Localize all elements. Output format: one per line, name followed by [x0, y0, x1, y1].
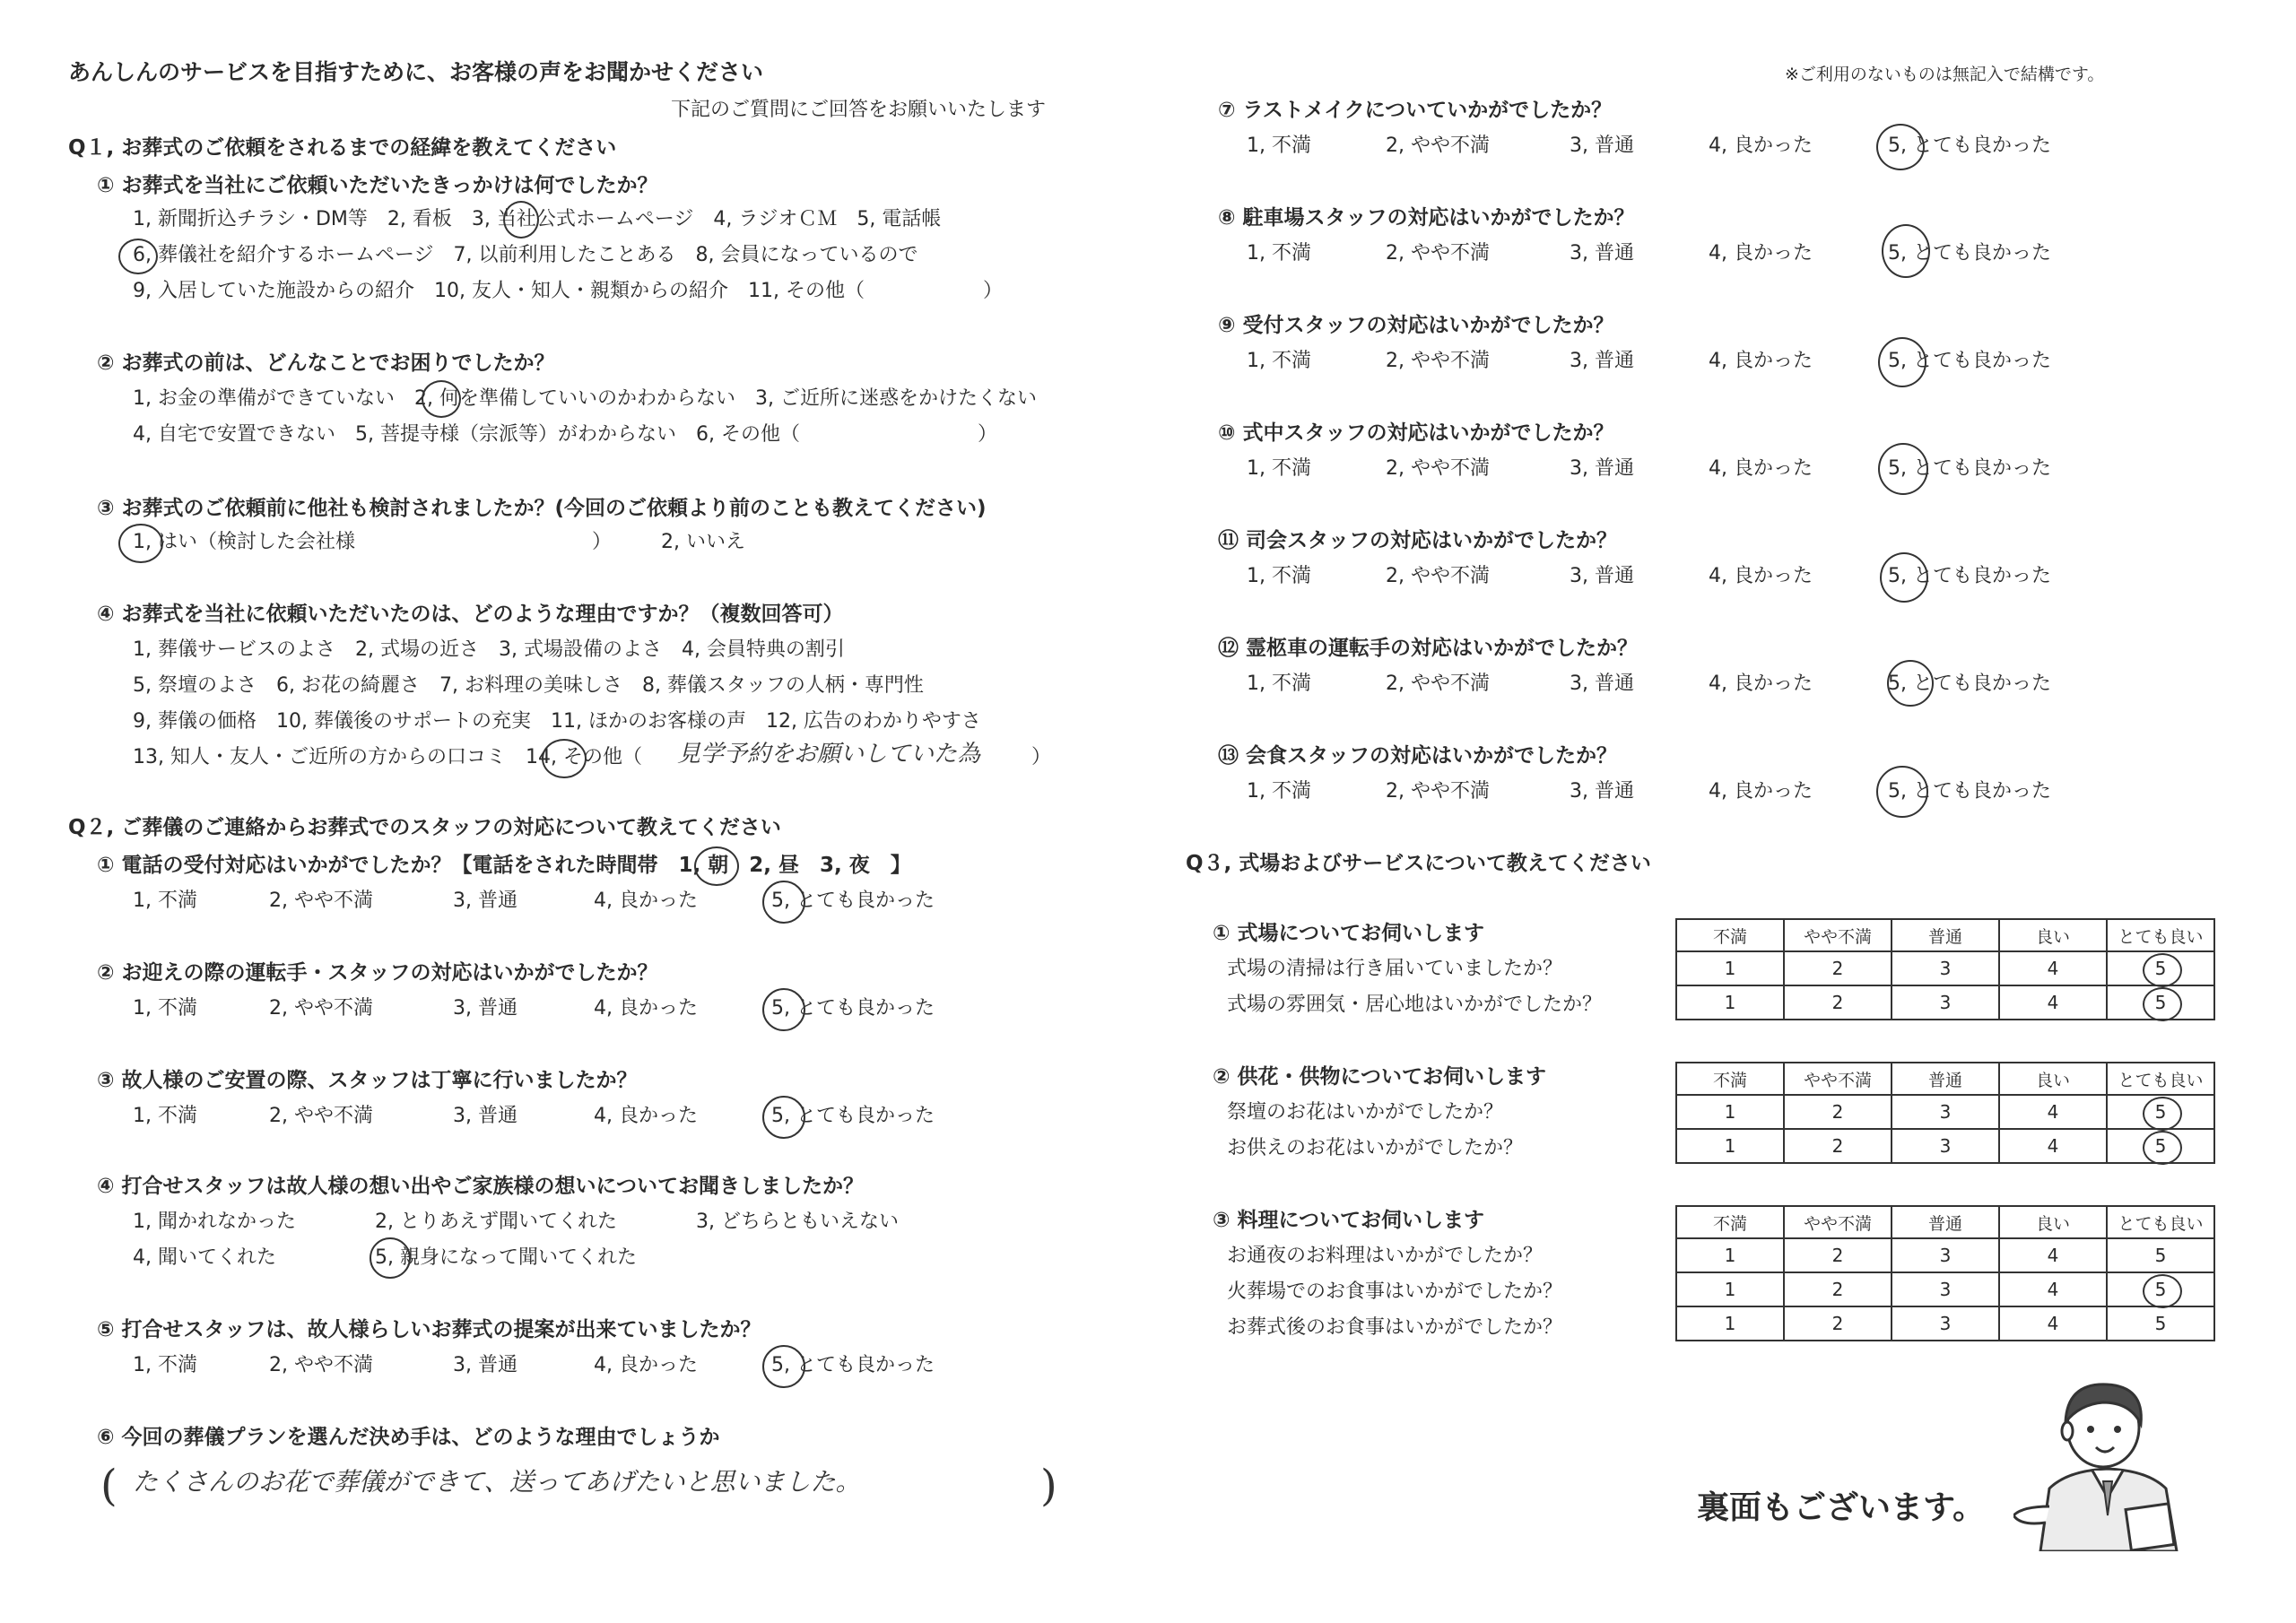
- q1-1-options-line3: 9, 入居していた施設からの紹介 10, 友人・知人・親類からの紹介 11, その他（ ）: [133, 280, 1003, 302]
- q2-9-opt5: 5, とても良かった: [1888, 350, 2051, 372]
- col-header: 不満: [1676, 1206, 1784, 1238]
- page-title: あんしんのサービスを目指すために、お客様の声をお聞かせください: [68, 59, 764, 85]
- q2-8-opt4: 4, 良かった: [1709, 242, 1813, 265]
- rating-cell[interactable]: 4: [1999, 1129, 2107, 1163]
- rating-cell[interactable]: 2: [1784, 1129, 1892, 1163]
- col-header: 良い: [1999, 919, 2107, 951]
- rating-cell[interactable]: 2: [1784, 1238, 1892, 1272]
- rating-cell[interactable]: 3: [1892, 1306, 1999, 1341]
- q2-9-opt1: 1, 不満: [1247, 350, 1311, 372]
- rating-cell[interactable]: 4: [1999, 1238, 2107, 1272]
- q3-3-item: お通夜のお料理はいかがでしたか？: [1227, 1245, 1544, 1267]
- rating-cell[interactable]: 3: [1892, 1238, 1999, 1272]
- rating-value: 5: [2154, 1135, 2167, 1157]
- q2-5-opt4: 4, 良かった: [594, 1354, 698, 1376]
- q2-13-title: ⑬ 会食スタッフの対応はいかがでしたか？: [1218, 744, 1618, 768]
- table-row: [1676, 985, 2214, 1020]
- rating-cell-selected[interactable]: [2107, 1272, 2214, 1306]
- rating-cell[interactable]: 5: [2107, 1238, 2214, 1272]
- rating-cell[interactable]: 4: [1999, 951, 2107, 985]
- q2-6-handwriting: たくさんのお花で葬儀ができて、送ってあげたいと思いました。: [133, 1467, 861, 1497]
- q2-3-opt2: 2, やや不満: [269, 1105, 373, 1127]
- rating-cell[interactable]: 1: [1676, 1095, 1784, 1129]
- q2-6-paren-open: (: [100, 1461, 117, 1511]
- rating-cell[interactable]: 3: [1892, 1272, 1999, 1306]
- q1-4-options-line3: 9, 葬儀の価格 10, 葬儀後のサポートの充実 11, ほかのお客様の声 12, 広告のわかりやすさ: [133, 710, 981, 733]
- q3-3-item: お葬式後のお食事はいかがでしたか？: [1227, 1316, 1563, 1339]
- rating-value: 5: [2154, 992, 2167, 1013]
- q1-title: Q１, お葬式のご依頼をされるまでの経緯を教えてください: [68, 136, 617, 160]
- rating-cell[interactable]: 3: [1892, 985, 1999, 1020]
- q3-1-item: 式場の雰囲気・居心地はいかがでしたか？: [1227, 994, 1603, 1016]
- q2-1-opt5: 5, とても良かった: [771, 890, 935, 912]
- q1-3-options-line1: 1, はい（検討した会社様 ） 2, いいえ: [133, 531, 745, 553]
- q2-4-options-line2: 4, 聞いてくれた 5, 親身になって聞いてくれた: [133, 1246, 637, 1269]
- table-row: [1676, 1272, 2214, 1306]
- q3-2-item: 祭壇のお花はいかがでしたか？: [1227, 1101, 1504, 1124]
- rating-cell[interactable]: 2: [1784, 985, 1892, 1020]
- q2-5-opt5: 5, とても良かった: [771, 1354, 935, 1376]
- q2-9-opt2: 2, やや不満: [1386, 350, 1490, 372]
- col-header: とても良い: [2107, 919, 2214, 951]
- q2-7-opt4: 4, 良かった: [1709, 135, 1813, 157]
- rating-value: 5: [2154, 1279, 2167, 1300]
- rating-cell[interactable]: 1: [1676, 1238, 1784, 1272]
- q1-4-title: ④ お葬式を当社に依頼いただいたのは、どのような理由ですか？（複数回答可）: [97, 603, 844, 626]
- answer-circle: [2143, 1097, 2182, 1131]
- q2-11-title: ⑪ 司会スタッフの対応はいかがでしたか？: [1218, 529, 1618, 552]
- q3-title: Q３, 式場およびサービスについて教えてください: [1186, 852, 1651, 875]
- q2-3-opt3: 3, 普通: [453, 1105, 517, 1127]
- rating-cell[interactable]: 2: [1784, 1272, 1892, 1306]
- q2-8-opt2: 2, やや不満: [1386, 242, 1490, 265]
- rating-cell[interactable]: 3: [1892, 951, 1999, 985]
- q2-10-opt5: 5, とても良かった: [1888, 457, 2051, 480]
- q2-13-opt2: 2, やや不満: [1386, 780, 1490, 803]
- rating-cell[interactable]: 1: [1676, 1272, 1784, 1306]
- q3-1-title: ① 式場についてお伺いします: [1213, 922, 1485, 945]
- col-header: やや不満: [1784, 919, 1892, 951]
- col-header: 良い: [1999, 1063, 2107, 1095]
- rating-cell[interactable]: 4: [1999, 1095, 2107, 1129]
- q2-11-opt2: 2, やや不満: [1386, 565, 1490, 587]
- q2-10-title: ⑩ 式中スタッフの対応はいかがでしたか？: [1218, 421, 1614, 445]
- q2-10-opt2: 2, やや不満: [1386, 457, 1490, 480]
- q2-3-title: ③ 故人様のご安置の際、スタッフは丁寧に行いましたか？: [97, 1069, 638, 1092]
- col-header: とても良い: [2107, 1063, 2214, 1095]
- col-header: 普通: [1892, 1063, 1999, 1095]
- q2-1-opt4: 4, 良かった: [594, 890, 698, 912]
- q2-4-title: ④ 打合せスタッフは故人様の想い出やご家族様の想いについてお聞きしましたか？: [97, 1175, 865, 1198]
- col-header: 良い: [1999, 1206, 2107, 1238]
- q2-13-opt1: 1, 不満: [1247, 780, 1311, 803]
- q2-12-opt1: 1, 不満: [1247, 673, 1311, 695]
- q2-8-opt3: 3, 普通: [1570, 242, 1634, 265]
- q2-12-opt5: 5, とても良かった: [1888, 673, 2051, 695]
- q2-3-opt4: 4, 良かった: [594, 1105, 698, 1127]
- q1-2-options-line1: 1, お金の準備ができていない 2, 何を準備していいのかわからない 3, ご近所に迷惑をかけたくない: [133, 387, 1037, 410]
- q2-6-paren-close: ): [1040, 1461, 1057, 1511]
- table-row: [1676, 951, 2214, 985]
- q2-7-opt5: 5, とても良かった: [1888, 135, 2051, 157]
- q2-2-opt4: 4, 良かった: [594, 997, 698, 1020]
- col-header: やや不満: [1784, 1206, 1892, 1238]
- answer-circle: [2143, 1131, 2182, 1165]
- rating-cell[interactable]: 3: [1892, 1129, 1999, 1163]
- q2-11-opt3: 3, 普通: [1570, 565, 1634, 587]
- q3-1-item: 式場の清掃は行き届いていましたか？: [1227, 958, 1563, 980]
- q2-1-title: ① 電話の受付対応はいかがでしたか？【電話をされた時間帯 1, 朝 2, 昼 3, 夜 】: [97, 854, 911, 877]
- q3-2-item: お供えのお花はいかがでしたか？: [1227, 1137, 1524, 1159]
- q1-4-options-line1: 1, 葬儀サービスのよさ 2, 式場の近さ 3, 式場設備のよさ 4, 会員特典の割引: [133, 638, 845, 661]
- q2-6-title: ⑥ 今回の葬儀プランを選んだ決め手は、どのような理由でしょうか: [97, 1426, 720, 1449]
- q2-13-opt4: 4, 良かった: [1709, 780, 1813, 803]
- q1-1-options-line2: 6, 葬儀社を紹介するホームページ 7, 以前利用したことある 8, 会員になっているので: [133, 244, 918, 266]
- col-header: 不満: [1676, 919, 1784, 951]
- q1-1-title: ① お葬式を当社にご依頼いただいたきっかけは何でしたか？: [97, 174, 658, 197]
- q2-8-title: ⑧ 駐車場スタッフの対応はいかがでしたか？: [1218, 206, 1635, 230]
- back-side-note: 裏面もございます。: [1697, 1489, 1986, 1526]
- q2-12-opt3: 3, 普通: [1570, 673, 1634, 695]
- q2-title: Q２, ご葬儀のご連絡からお葬式でのスタッフの対応について教えてください: [68, 816, 781, 839]
- rating-cell[interactable]: 1: [1676, 1306, 1784, 1341]
- q2-2-opt1: 1, 不満: [133, 997, 197, 1020]
- q2-5-opt3: 3, 普通: [453, 1354, 517, 1376]
- col-header: 不満: [1676, 1063, 1784, 1095]
- q2-2-opt2: 2, やや不満: [269, 997, 373, 1020]
- q2-4-options-line1: 1, 聞かれなかった 2, とりあえず聞いてくれた 3, どちらともいえない: [133, 1211, 899, 1233]
- q1-2-title: ② お葬式の前は、どんなことでお困りでしたか？: [97, 352, 555, 375]
- rating-table-flowers: [1675, 1062, 2215, 1164]
- rating-cell-selected[interactable]: [2107, 1095, 2214, 1129]
- q3-3-item: 火葬場でのお食事はいかがでしたか？: [1227, 1280, 1563, 1303]
- q2-7-opt3: 3, 普通: [1570, 135, 1634, 157]
- rating-cell[interactable]: 1: [1676, 951, 1784, 985]
- table-row: [1676, 1095, 2214, 1129]
- q2-9-opt3: 3, 普通: [1570, 350, 1634, 372]
- rating-cell[interactable]: 5: [2107, 1306, 2214, 1341]
- q1-4-other-close: ）: [1031, 746, 1052, 768]
- q3-3-title: ③ 料理についてお伺いします: [1213, 1209, 1485, 1232]
- rating-value: 5: [2154, 958, 2167, 979]
- q2-10-opt4: 4, 良かった: [1709, 457, 1813, 480]
- q3-2-title: ② 供花・供物についてお伺いします: [1213, 1065, 1547, 1089]
- q2-7-opt1: 1, 不満: [1247, 135, 1311, 157]
- answer-circle: [2143, 987, 2182, 1021]
- q2-9-title: ⑨ 受付スタッフの対応はいかがでしたか？: [1218, 314, 1614, 337]
- q1-4-options-line4: 13, 知人・友人・ご近所の方からの口コミ 14, その他（: [133, 746, 642, 768]
- col-header: とても良い: [2107, 1206, 2214, 1238]
- rating-cell[interactable]: 4: [1999, 985, 2107, 1020]
- q2-11-opt1: 1, 不満: [1247, 565, 1311, 587]
- rating-cell[interactable]: 2: [1784, 1095, 1892, 1129]
- rating-cell[interactable]: 2: [1784, 951, 1892, 985]
- q2-8-opt1: 1, 不満: [1247, 242, 1311, 265]
- q1-2-options-line2: 4, 自宅で安置できない 5, 菩提寺様（宗派等）がわからない 6, その他（ ）: [133, 423, 997, 446]
- q2-12-opt2: 2, やや不満: [1386, 673, 1490, 695]
- page-subtitle: 下記のご質問にご回答をお願いいたします: [671, 99, 1047, 121]
- rating-cell-selected[interactable]: [2107, 985, 2214, 1020]
- table-row: [1676, 1238, 2214, 1272]
- usage-note: ※ご利用のないものは無記入で結構です。: [1785, 65, 2105, 84]
- answer-circle: [2143, 1274, 2182, 1308]
- q2-11-opt4: 4, 良かった: [1709, 565, 1813, 587]
- q2-10-opt1: 1, 不満: [1247, 457, 1311, 480]
- table-row: [1676, 1306, 2214, 1341]
- q2-1-opt2: 2, やや不満: [269, 890, 373, 912]
- q2-11-opt5: 5, とても良かった: [1888, 565, 2051, 587]
- q2-9-opt4: 4, 良かった: [1709, 350, 1813, 372]
- table-row: [1676, 1129, 2214, 1163]
- q2-3-opt1: 1, 不満: [133, 1105, 197, 1127]
- q2-2-title: ② お迎えの際の運転手・スタッフの対応はいかがでしたか？: [97, 961, 658, 985]
- staff-mascot-illustration: [2013, 1372, 2202, 1551]
- q2-12-opt4: 4, 良かった: [1709, 673, 1813, 695]
- col-header: やや不満: [1784, 1063, 1892, 1095]
- rating-cell[interactable]: 2: [1784, 1306, 1892, 1341]
- q2-7-opt2: 2, やや不満: [1386, 135, 1490, 157]
- rating-table-food: [1675, 1205, 2215, 1341]
- rating-cell[interactable]: 3: [1892, 1095, 1999, 1129]
- q1-4-other-handwriting: 見学予約をお願いしていた為: [677, 741, 981, 768]
- rating-table-venue: [1675, 918, 2215, 1020]
- q1-1-options-line1: 1, 新聞折込チラシ・DM等 2, 看板 3, 当社公式ホームページ 4, ラジオＣＭ 5, 電話帳: [133, 208, 942, 230]
- rating-cell-selected[interactable]: [2107, 951, 2214, 985]
- rating-cell-selected[interactable]: [2107, 1129, 2214, 1163]
- q2-5-opt1: 1, 不満: [133, 1354, 197, 1376]
- q2-5-opt2: 2, やや不満: [269, 1354, 373, 1376]
- col-header: 普通: [1892, 919, 1999, 951]
- q2-1-opt3: 3, 普通: [453, 890, 517, 912]
- q1-3-title: ③ お葬式のご依頼前に他社も検討されましたか？(今回のご依頼より前のことも教えてください): [97, 497, 987, 520]
- q2-3-opt5: 5, とても良かった: [771, 1105, 935, 1127]
- answer-circle: [2143, 953, 2182, 987]
- rating-cell[interactable]: 1: [1676, 1129, 1784, 1163]
- rating-cell[interactable]: 4: [1999, 1306, 2107, 1341]
- q2-13-opt5: 5, とても良かった: [1888, 780, 2051, 803]
- q2-13-opt3: 3, 普通: [1570, 780, 1634, 803]
- q2-1-opt1: 1, 不満: [133, 890, 197, 912]
- col-header: 普通: [1892, 1206, 1999, 1238]
- rating-cell[interactable]: 4: [1999, 1272, 2107, 1306]
- rating-value: 5: [2154, 1101, 2167, 1123]
- q2-2-opt3: 3, 普通: [453, 997, 517, 1020]
- q2-8-opt5: 5, とても良かった: [1888, 242, 2051, 265]
- q2-5-title: ⑤ 打合せスタッフは、故人様らしいお葬式の提案が出来ていましたか？: [97, 1318, 761, 1341]
- q2-12-title: ⑫ 霊柩車の運転手の対応はいかがでしたか？: [1218, 637, 1639, 660]
- q2-2-opt5: 5, とても良かった: [771, 997, 935, 1020]
- rating-cell[interactable]: 1: [1676, 985, 1784, 1020]
- q1-4-options-line2: 5, 祭壇のよさ 6, お花の綺麗さ 7, お料理の美味しさ 8, 葬儀スタッフの人柄・専門性: [133, 674, 924, 697]
- q2-10-opt3: 3, 普通: [1570, 457, 1634, 480]
- q2-7-title: ⑦ ラストメイクについていかがでしたか？: [1218, 99, 1613, 122]
